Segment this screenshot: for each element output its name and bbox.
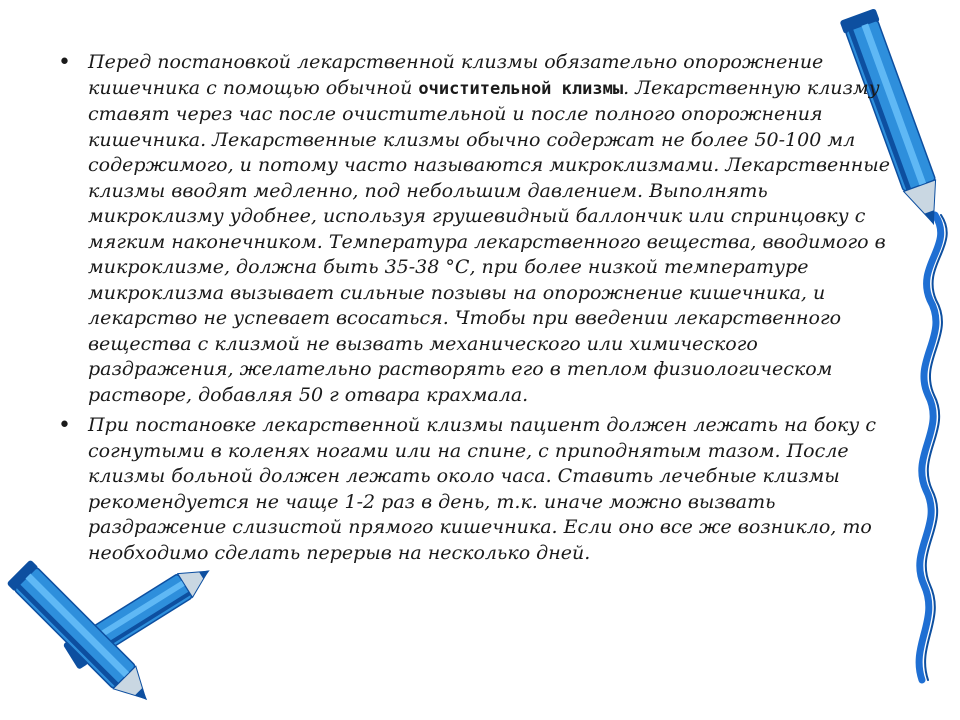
bullet-marker: • (58, 413, 71, 438)
bullet-text-continued: . Лекарственную клизму ставят через час после очистительной и после полного опорожнения кишечника. Лекарственные клизмы обычно содержат не более 50-100 мл содержимого, и потому часто называются микроклизмами. Лекарственные клизмы вводят медленно, под небольшим давлением. Выполнять микроклизму удобнее, используя грушевидный баллончик или спринцовку с мягким наконечником. Температура лекарственного вещества, вводимого в микроклизме, должна быть 35-38 °С, при более низкой температуре микроклизма вызывает сильные позывы на опорожнение кишечника, и лекарство не успевает всосаться. Чтобы при введении лекарственного вещества с клизмой не вызвать механического или химического раздражения, желательно растворять его в теплом физиологическом растворе, добавляя 50 г отвара крахмала. (88, 76, 891, 406)
wavy-ribbon (919, 215, 941, 680)
bullet-emphasis: очистительной клизмы (418, 78, 624, 99)
bullet-text: Перед постановкой лекарственной клизмы обязательно опорожнение кишечника с помощью обычной (88, 51, 824, 99)
bullet-item-1 (58, 50, 903, 408)
bullet-marker: • (58, 50, 71, 75)
bullet-item-2 (58, 413, 903, 566)
text-body (58, 50, 903, 571)
pencil-pair-icon (6, 557, 217, 712)
bullet-text: При постановке лекарственной клизмы пациент должен лежать на боку с согнутыми в коленях ногами или на спине, с приподнятым тазом. После клизмы больной должен лежать около часа. Ставить лечебные клизмы рекомендуется не чаще 1-2 раз в день, т.к. иначе можно вызвать раздражение слизистой прямого кишечника. Если оно все же возникло, то необходимо сделать перерыв на несколько дней. (88, 414, 876, 564)
